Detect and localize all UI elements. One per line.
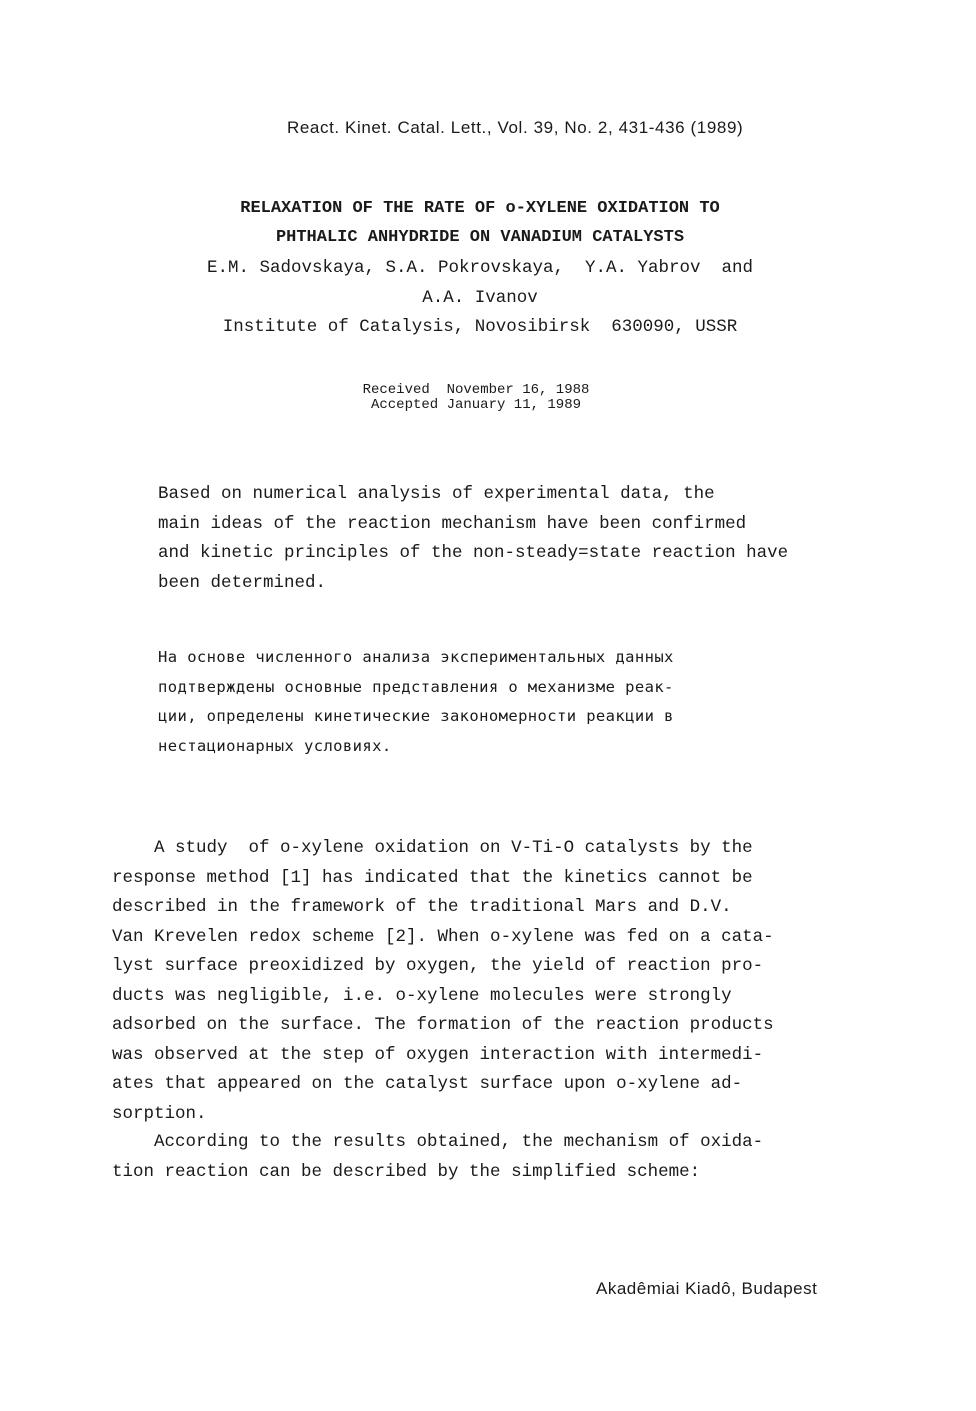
body-line: response method [1] has indicated that the kinetics cannot be — [112, 867, 753, 888]
body-line: adsorbed on the surface. The formation of the reaction products — [112, 1015, 774, 1035]
publisher-footer: Akadêmiai Kiadô, Budapest — [596, 1279, 818, 1298]
received-date: Received November 16, 1988 — [362, 382, 590, 398]
abstract-ru-line: ции, определены кинетические закономерности реакции в — [158, 707, 674, 725]
body-paragraph-1 — [112, 834, 774, 1129]
body-line: ducts was negligible, i.e. o-xylene molecules were strongly — [112, 985, 732, 1006]
abstract-russian — [158, 643, 674, 761]
body-line: A study of o-xylene oxidation on V-Ti-O catalysts by the — [112, 838, 753, 858]
paper-title-line-1: RELAXATION OF THE RATE OF o-XYLENE OXIDATION TO — [240, 199, 720, 218]
body-line: was observed at the step of oxygen interaction with intermedi- — [112, 1044, 764, 1065]
body-line: ates that appeared on the catalyst surface upon o-xylene ad- — [112, 1074, 743, 1094]
abstract-en-line: main ideas of the reaction mechanism have been confirmed — [158, 513, 747, 534]
body-paragraph-2 — [112, 1128, 763, 1187]
paper-title-line-2: PHTHALIC ANHYDRIDE ON VANADIUM CATALYSTS — [275, 228, 685, 247]
body-line: Van Krevelen redox scheme [2]. When o-xylene was fed on a cata- — [112, 926, 774, 947]
accepted-date: Accepted January 11, 1989 — [370, 397, 582, 413]
abstract-english — [158, 480, 788, 598]
abstract-en-line: and kinetic principles of the non-steady=state reaction have — [158, 543, 789, 563]
abstract-ru-line: На основе численного анализа экспериментальных данных — [158, 648, 674, 666]
abstract-en-line: been determined. — [158, 572, 327, 593]
abstract-en-line: Based on numerical analysis of experimental data, the — [158, 484, 715, 504]
body-line: According to the results obtained, the mechanism of oxida- — [112, 1132, 764, 1152]
authors-line-1: E.M. Sadovskaya, S.A. Pokrovskaya, Y.A. Yabrov and — [206, 258, 754, 278]
journal-citation: React. Kinet. Catal. Lett., Vol. 39, No. 2, 431-436 (1989) — [287, 118, 744, 137]
body-line: tion reaction can be described by the simplified scheme: — [112, 1161, 701, 1182]
body-line: lyst surface preoxidized by oxygen, the yield of reaction pro- — [112, 956, 764, 976]
authors-line-2: A.A. Ivanov — [422, 288, 538, 308]
abstract-ru-line: нестационарных условиях. — [158, 736, 392, 755]
abstract-ru-line: подтверждены основные представления о механизме реак- — [158, 677, 674, 696]
body-line: sorption. — [112, 1103, 207, 1124]
body-line: described in the framework of the traditional Mars and D.V. — [112, 897, 732, 917]
affiliation: Institute of Catalysis, Novosibirsk 630090, USSR — [222, 317, 738, 337]
